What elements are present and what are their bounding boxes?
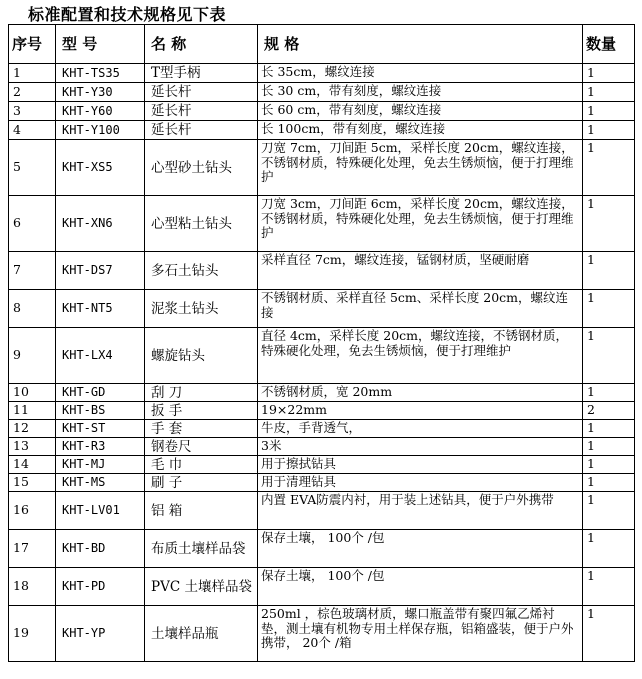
table-row — [9, 568, 635, 606]
row-qty: 1 — [583, 456, 635, 474]
row-index: 7 — [9, 252, 56, 290]
row-qty: 1 — [583, 384, 635, 402]
row-spec: 刀宽 7cm，刀间距 5cm，采样长度 20cm，螺纹连接，不锈钢材质，特殊硬化处理，免去生锈烦恼，便于打理维护 — [258, 140, 583, 196]
table-row — [9, 438, 635, 456]
row-name: 刮 刀 — [145, 384, 258, 402]
row-model: KHT-GD — [56, 384, 145, 402]
header-qty: 数量 — [583, 25, 635, 64]
row-name: 扳 手 — [145, 402, 258, 420]
table-row — [9, 328, 635, 384]
row-index: 17 — [9, 530, 56, 568]
row-model: KHT-TS35 — [56, 64, 145, 83]
header-name: 名 称 — [145, 25, 258, 64]
row-name: 心型砂土钻头 — [145, 140, 258, 196]
row-index: 3 — [9, 102, 56, 121]
row-model: KHT-PD — [56, 568, 145, 606]
row-name: 多石土钻头 — [145, 252, 258, 290]
table-row — [9, 64, 635, 83]
row-name: 毛 巾 — [145, 456, 258, 474]
row-qty: 1 — [583, 102, 635, 121]
row-qty: 1 — [583, 474, 635, 492]
row-name: 螺旋钻头 — [145, 328, 258, 384]
row-name: 刷 子 — [145, 474, 258, 492]
row-model: KHT-Y30 — [56, 83, 145, 102]
row-index: 11 — [9, 402, 56, 420]
row-index: 5 — [9, 140, 56, 196]
row-qty: 1 — [583, 140, 635, 196]
row-qty: 1 — [583, 492, 635, 530]
table-row — [9, 530, 635, 568]
row-model: KHT-BD — [56, 530, 145, 568]
row-spec: 3米 — [258, 438, 583, 456]
row-name: 土壤样品瓶 — [145, 606, 258, 662]
row-index: 9 — [9, 328, 56, 384]
row-qty: 1 — [583, 438, 635, 456]
row-name: 延长杆 — [145, 102, 258, 121]
row-index: 8 — [9, 290, 56, 328]
row-qty: 1 — [583, 606, 635, 662]
row-index: 14 — [9, 456, 56, 474]
row-model: KHT-MJ — [56, 456, 145, 474]
row-qty: 1 — [583, 328, 635, 384]
row-name: 布质土壤样品袋 — [145, 530, 258, 568]
row-qty: 1 — [583, 121, 635, 140]
row-name: 钢卷尺 — [145, 438, 258, 456]
row-spec: 刀宽 3cm，刀间距 6cm，采样长度 20cm，螺纹连接，不锈钢材质，特殊硬化处理，免去生锈烦恼，便于打理维护 — [258, 196, 583, 252]
row-model: KHT-R3 — [56, 438, 145, 456]
header-model: 型 号 — [56, 25, 145, 64]
row-model: KHT-Y60 — [56, 102, 145, 121]
row-spec: 19×22mm — [258, 402, 583, 420]
row-spec: 长 100cm，带有刻度，螺纹连接 — [258, 121, 583, 140]
row-name: 铝 箱 — [145, 492, 258, 530]
row-spec: 250ml ，棕色玻璃材质，螺口瓶盖带有聚四氟乙烯衬垫，测土壤有机物专用土样保存瓶，铝箱盛装，便于户外携带， 20个 /箱 — [258, 606, 583, 662]
row-spec: 长 30 cm，带有刻度，螺纹连接 — [258, 83, 583, 102]
header-row — [9, 25, 635, 64]
row-name: 延长杆 — [145, 121, 258, 140]
row-spec: 不锈钢材质、采样直径 5cm、采样长度 20cm，螺纹连接 — [258, 290, 583, 328]
row-qty: 1 — [583, 196, 635, 252]
row-index: 15 — [9, 474, 56, 492]
table-row — [9, 121, 635, 140]
row-model: KHT-ST — [56, 420, 145, 438]
row-spec: 用于擦拭钻具 — [258, 456, 583, 474]
row-qty: 1 — [583, 252, 635, 290]
table-row — [9, 384, 635, 402]
row-index: 13 — [9, 438, 56, 456]
row-model: KHT-LV01 — [56, 492, 145, 530]
table-row — [9, 252, 635, 290]
row-model: KHT-XN6 — [56, 196, 145, 252]
row-spec: 不锈钢材质，宽 20mm — [258, 384, 583, 402]
table-row — [9, 606, 635, 662]
table-row — [9, 492, 635, 530]
row-name: PVC 土壤样品袋 — [145, 568, 258, 606]
table-row — [9, 290, 635, 328]
row-index: 19 — [9, 606, 56, 662]
row-spec: 内置 EVA防震内衬，用于装上述钻具，便于户外携带 — [258, 492, 583, 530]
row-model: KHT-XS5 — [56, 140, 145, 196]
row-spec: 直径 4cm，采样长度 20cm，螺纹连接，不锈钢材质，特殊硬化处理，免去生锈烦恼，便于打理维护 — [258, 328, 583, 384]
table-row — [9, 474, 635, 492]
row-name: T型手柄 — [145, 64, 258, 83]
table-row — [9, 140, 635, 196]
row-qty: 1 — [583, 64, 635, 83]
header-spec: 规 格 — [258, 25, 583, 64]
row-model: KHT-BS — [56, 402, 145, 420]
row-name: 延长杆 — [145, 83, 258, 102]
row-index: 2 — [9, 83, 56, 102]
row-name: 手 套 — [145, 420, 258, 438]
row-model: KHT-LX4 — [56, 328, 145, 384]
row-model: KHT-MS — [56, 474, 145, 492]
row-index: 10 — [9, 384, 56, 402]
table-row — [9, 83, 635, 102]
row-spec: 长 35cm，螺纹连接 — [258, 64, 583, 83]
table-row — [9, 402, 635, 420]
row-index: 1 — [9, 64, 56, 83]
row-qty: 1 — [583, 290, 635, 328]
row-index: 18 — [9, 568, 56, 606]
table-row — [9, 102, 635, 121]
row-name: 心型粘土钻头 — [145, 196, 258, 252]
row-qty: 2 — [583, 402, 635, 420]
row-index: 16 — [9, 492, 56, 530]
table-row — [9, 420, 635, 438]
row-qty: 1 — [583, 83, 635, 102]
row-qty: 1 — [583, 420, 635, 438]
row-model: KHT-YP — [56, 606, 145, 662]
spec-table — [8, 24, 635, 662]
row-model: KHT-NT5 — [56, 290, 145, 328]
table-row — [9, 196, 635, 252]
document-title: 标准配置和技术规格见下表 — [28, 5, 227, 24]
row-index: 12 — [9, 420, 56, 438]
row-qty: 1 — [583, 530, 635, 568]
row-spec: 保存土壤， 100个 /包 — [258, 568, 583, 606]
row-name: 泥浆土钻头 — [145, 290, 258, 328]
table-row — [9, 456, 635, 474]
row-qty: 1 — [583, 568, 635, 606]
row-spec: 牛皮，手背透气， — [258, 420, 583, 438]
header-index: 序号 — [9, 25, 56, 64]
row-index: 6 — [9, 196, 56, 252]
row-model: KHT-DS7 — [56, 252, 145, 290]
row-spec: 长 60 cm，带有刻度，螺纹连接 — [258, 102, 583, 121]
row-index: 4 — [9, 121, 56, 140]
row-spec: 用于清理钻具 — [258, 474, 583, 492]
row-spec: 采样直径 7cm，螺纹连接，锰钢材质，坚硬耐磨 — [258, 252, 583, 290]
row-model: KHT-Y100 — [56, 121, 145, 140]
table-body — [9, 64, 635, 662]
row-spec: 保存土壤， 100个 /包 — [258, 530, 583, 568]
